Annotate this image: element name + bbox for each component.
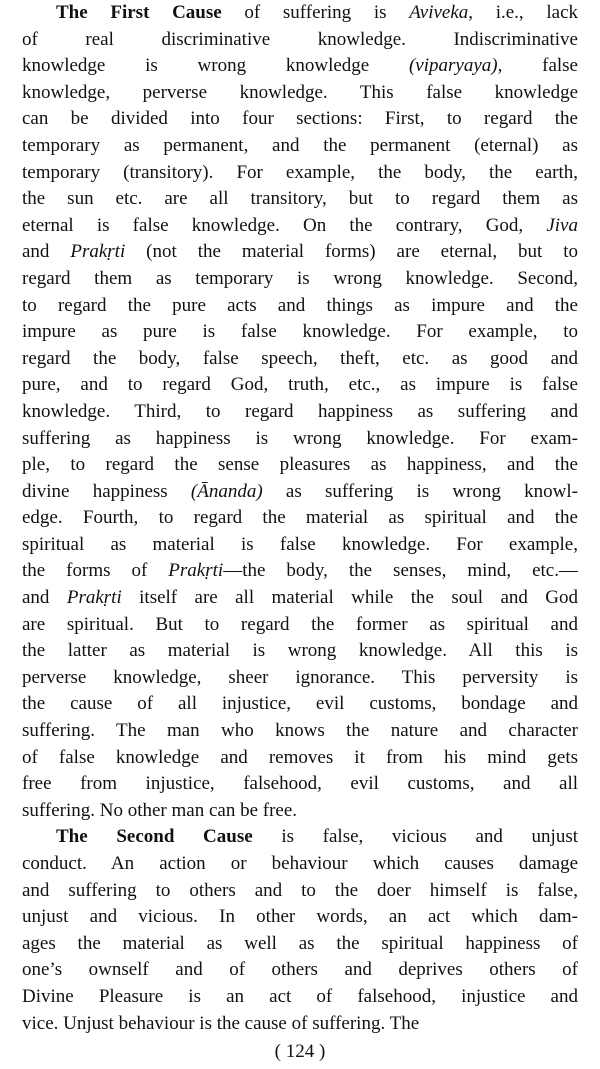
text-run: eternal is false knowledge. On the contrary, God, (22, 214, 547, 236)
text-run: perverse knowledge, sheer ignorance. This perversity is (22, 666, 578, 688)
text-line (22, 718, 578, 745)
text-line (22, 213, 578, 240)
text-line (22, 505, 578, 532)
section-heading: The First Cause (56, 2, 222, 23)
text-run: and (22, 241, 71, 263)
text-line (22, 133, 578, 160)
text-run: to regard the pure acts and things as impure and the (22, 294, 578, 316)
text-run: edge. Fourth, to regard the material as spiritual and the (22, 507, 578, 529)
text-line (22, 798, 578, 825)
text-line (22, 426, 578, 453)
italic-term: (Ānanda) (190, 480, 263, 502)
italic-term: Prakṛti (168, 560, 224, 582)
text-run: ple, to regard the sense pleasures as happiness, and the (22, 454, 578, 476)
text-line (22, 1011, 578, 1038)
italic-term: Prakṛti (66, 587, 122, 609)
text-line (22, 904, 578, 931)
text-line (22, 824, 578, 851)
text-line (22, 399, 578, 426)
text-run: vice. Unjust behaviour is the cause of suffering. The (22, 1012, 420, 1034)
text-line (22, 745, 578, 772)
text-line (22, 878, 578, 905)
text-run: ages the material as well as the spiritual happiness of (22, 932, 578, 954)
text-run: knowledge is wrong knowledge (22, 55, 409, 77)
text-line (22, 186, 578, 213)
text-run: unjust and vicious. In other words, an act which dam- (22, 906, 578, 928)
italic-term: (viparyaya) (408, 55, 498, 77)
text-line (22, 372, 578, 399)
text-run: impure as pure is false knowledge. For example, to (22, 321, 578, 343)
text-line (22, 585, 578, 612)
text-run: conduct. An action or behaviour which causes damage (22, 853, 578, 874)
text-line (22, 957, 578, 984)
text-run: itself are all material while the soul and God (121, 587, 578, 609)
italic-term: Jiva (546, 214, 578, 236)
text-run: , i.e., lack (468, 2, 578, 23)
text-run: divine happiness (22, 480, 191, 502)
text-run: suffering. No other man can be free. (22, 799, 298, 821)
text-run: temporary (transitory). For example, the body, the earth, (22, 161, 578, 183)
text-line (22, 0, 578, 27)
text-run: free from injustice, falsehood, evil customs, and all (22, 773, 578, 795)
text-run: one’s ownself and of others and deprives others of (22, 959, 578, 981)
text-line (22, 239, 578, 266)
text-run: is false, vicious and unjust (252, 826, 578, 848)
text-line (22, 346, 578, 373)
section-heading: The Second Cause (56, 826, 253, 848)
italic-term: Aviveka (409, 2, 469, 23)
text-run: and (22, 587, 67, 609)
text-line (22, 931, 578, 958)
text-line (22, 691, 578, 718)
text-line (22, 160, 578, 187)
text-run: of false knowledge and removes it from his mind gets (22, 746, 578, 768)
text-line (22, 612, 578, 639)
text-run: knowledge, perverse knowledge. This false knowledge (22, 81, 578, 103)
text-line (22, 558, 578, 585)
text-line (22, 106, 578, 133)
paragraph (22, 824, 578, 1037)
text-line (22, 293, 578, 320)
text-line (22, 532, 578, 559)
text-run: knowledge. Third, to regard happiness as suffering and (22, 400, 578, 422)
text-run: spiritual as material is false knowledge. For example, (22, 533, 578, 555)
text-run: are spiritual. But to regard the former as spiritual and (22, 613, 578, 635)
paragraph (22, 0, 578, 824)
text-run: as suffering is wrong knowl- (262, 480, 578, 502)
text-line (22, 479, 578, 506)
text-line (22, 266, 578, 293)
text-run: regard the body, false speech, theft, etc. as good and (22, 347, 578, 369)
text-line (22, 27, 578, 54)
text-run: the forms of (22, 560, 169, 582)
text-run: of suffering is (221, 2, 410, 23)
text-run: the cause of all injustice, evil customs, bondage and (22, 693, 578, 715)
text-run: regard them as temporary is wrong knowledge. Second, (22, 267, 578, 289)
text-run: —the body, the senses, mind, etc.— (223, 560, 578, 582)
page-number: ( 124 ) (274, 1041, 326, 1062)
text-run: the sun etc. are all transitory, but to regard them as (22, 188, 578, 210)
text-line (22, 984, 578, 1011)
text-run: and suffering to others and to the doer himself is false, (22, 879, 578, 901)
text-line (22, 851, 578, 878)
italic-term: Prakṛti (70, 241, 126, 263)
text-run: can be divided into four sections: First, to regard the (22, 108, 578, 130)
text-line (22, 53, 578, 80)
text-run: of real discriminative knowledge. Indiscriminative (22, 28, 578, 50)
text-line (22, 665, 578, 692)
text-run: suffering as happiness is wrong knowledge. For exam- (22, 427, 578, 449)
text-run: suffering. The man who knows the nature and character (22, 720, 578, 742)
text-run: Divine Pleasure is an act of falsehood, injustice and (22, 985, 578, 1007)
text-run: the latter as material is wrong knowledge. All this is (22, 640, 578, 662)
text-line (22, 452, 578, 479)
text-line (22, 638, 578, 665)
text-line (22, 771, 578, 798)
text-run: temporary as permanent, and the permanent (eternal) as (22, 134, 578, 156)
text-run: pure, and to regard God, truth, etc., as impure is false (22, 374, 578, 396)
text-line (22, 80, 578, 107)
text-line (22, 319, 578, 346)
text-run: , false (497, 55, 578, 77)
body-text (22, 0, 578, 1037)
text-run: (not the material forms) are eternal, but to (125, 241, 578, 263)
